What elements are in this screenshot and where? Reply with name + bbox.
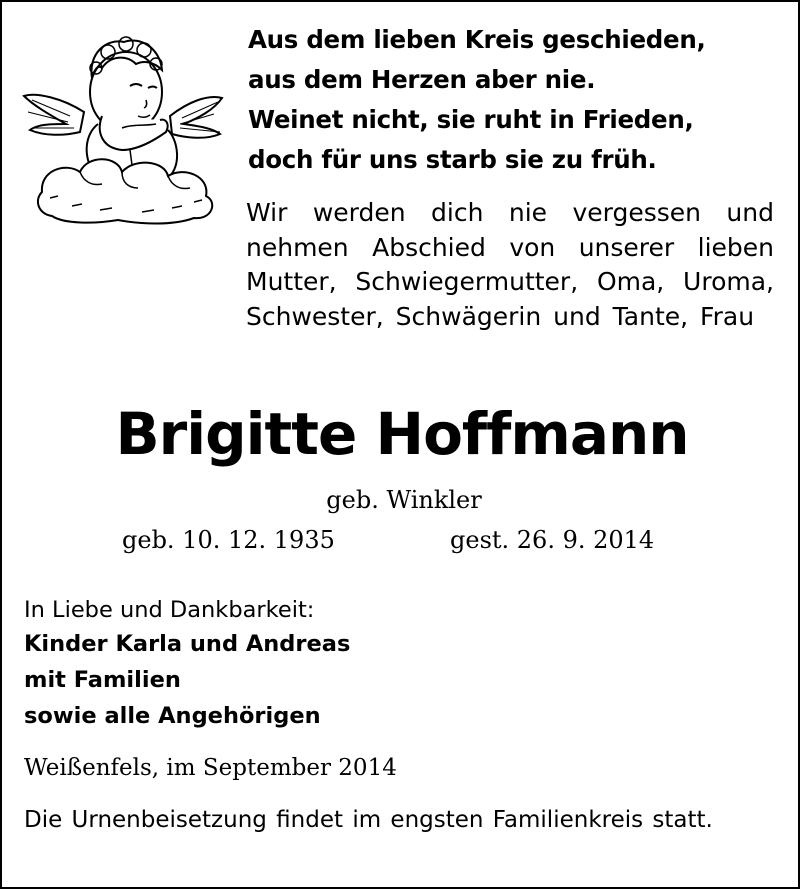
place-and-date: Weißenfels, im September 2014 — [24, 755, 397, 781]
mourners-intro: In Liebe und Dankbarkeit: — [24, 597, 315, 623]
mourners-list — [24, 626, 350, 734]
angel-cherub-icon — [22, 20, 227, 225]
mourner-line: mit Familien — [24, 667, 181, 693]
mourner-line: sowie alle Angehörigen — [24, 703, 321, 729]
birth-date: geb. 10. 12. 1935 — [122, 526, 335, 554]
poem-line: Aus dem lieben Kreis geschieden, — [248, 25, 706, 54]
mourner-line: Kinder Karla und Andreas — [24, 631, 351, 657]
farewell-text: Wir werden dich nie vergessen und nehmen Abschied von unserer lieben Mutter, Schwiegermutter, Oma, Uroma, Schwester, Schwägerin und Tante, Frau — [246, 198, 774, 331]
deceased-name: Brigitte Hoffmann — [115, 400, 689, 468]
maiden-name: geb. Winkler — [326, 486, 482, 514]
poem-line: doch für uns starb sie zu früh. — [248, 145, 657, 174]
memorial-poem — [248, 20, 788, 180]
poem-line: Weinet nicht, sie ruht in Frieden, — [248, 105, 694, 134]
death-date: gest. 26. 9. 2014 — [450, 526, 655, 554]
burial-note: Die Urnenbeisetzung findet im engsten Familienkreis statt. — [24, 807, 713, 833]
poem-line: aus dem Herzen aber nie. — [248, 65, 596, 94]
